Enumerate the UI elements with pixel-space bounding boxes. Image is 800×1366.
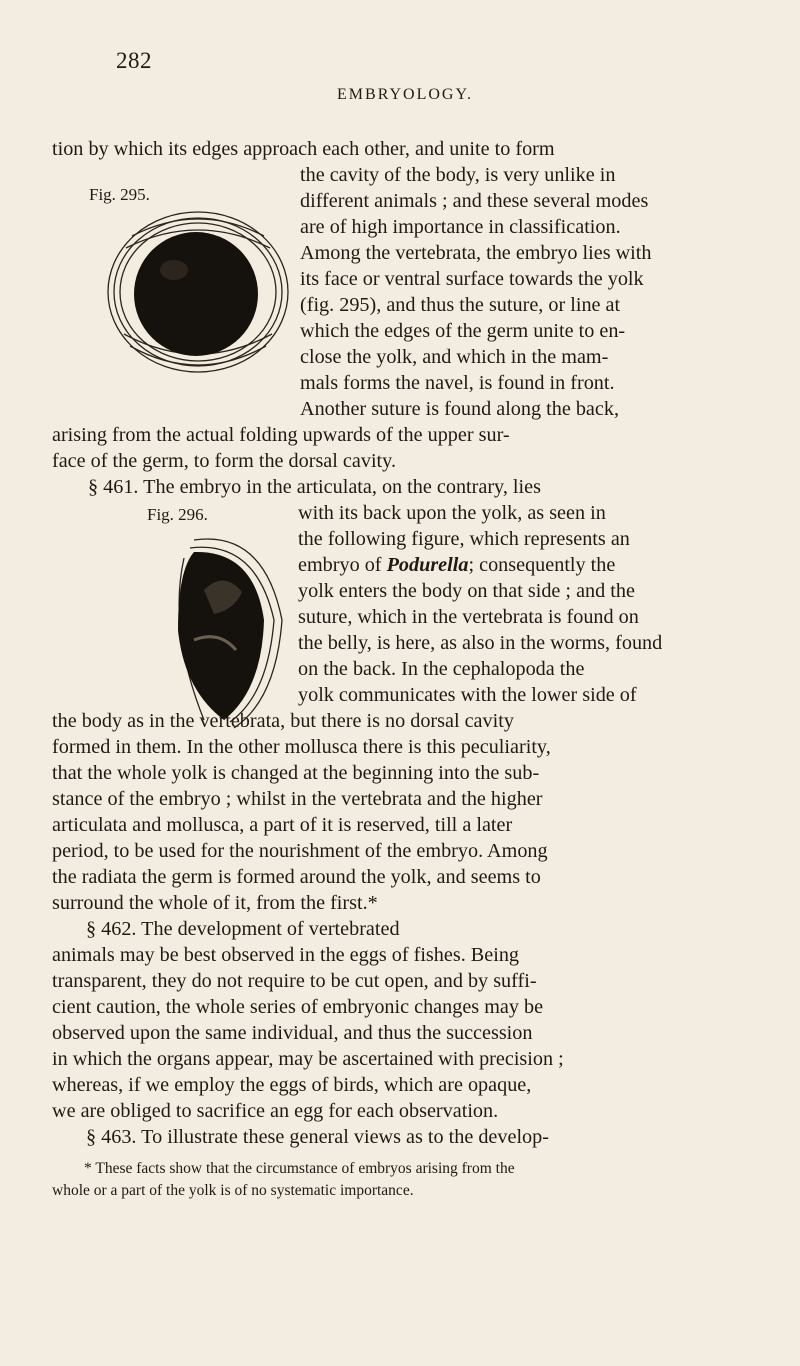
text-line-16: the following figure, which represents an bbox=[298, 528, 630, 550]
text-line-33: transparent, they do not require to be cut open, and by suffi- bbox=[52, 970, 537, 992]
text-line-12: arising from the actual folding upwards of the upper sur- bbox=[52, 424, 510, 446]
text-line-34: cient caution, the whole series of embryonic changes may be bbox=[52, 996, 544, 1018]
text-line-2: the cavity of the body, is very unlike in bbox=[300, 164, 616, 186]
text-line-17-start: embryo of bbox=[298, 554, 387, 576]
text-line-26: stance of the embryo ; whilst in the vertebrata and the higher bbox=[52, 788, 543, 810]
running-head: EMBRYOLOGY. bbox=[337, 86, 473, 103]
text-line-27: articulata and mollusca, a part of it is reserved, till a later bbox=[52, 814, 513, 836]
text-line-14: § 461. The embryo in the articulata, on the contrary, lies bbox=[88, 476, 541, 498]
footnote-line-1: * These facts show that the circumstance of embryos arising from the bbox=[84, 1160, 515, 1177]
text-line-5: Among the vertebrata, the embryo lies with bbox=[300, 242, 652, 264]
text-line-37: whereas, if we employ the eggs of birds, which are opaque, bbox=[52, 1074, 532, 1096]
text-line-4: are of high importance in classification. bbox=[300, 216, 621, 238]
italic-term-podurella: Podurella bbox=[386, 554, 469, 576]
text-line-29: the radiata the germ is formed around the yolk, and seems to bbox=[52, 866, 541, 888]
text-line-31: § 462. The development of vertebrated bbox=[86, 918, 400, 940]
text-line-32: animals may be best observed in the eggs of fishes. Being bbox=[52, 944, 520, 966]
text-line-9: close the yolk, and which in the mam- bbox=[300, 346, 609, 368]
text-line-7: (fig. 295), and thus the suture, or line at bbox=[300, 294, 621, 316]
text-line-28: period, to be used for the nourishment of the embryo. Among bbox=[52, 840, 548, 862]
text-line-20: the belly, is here, as also in the worms, found bbox=[298, 632, 663, 654]
text-line-39: § 463. To illustrate these general views as to the develop- bbox=[86, 1126, 549, 1148]
text-line-25: that the whole yolk is changed at the beginning into the sub- bbox=[52, 762, 540, 784]
figure-296-illustration bbox=[164, 530, 286, 730]
page-number: 282 bbox=[116, 48, 152, 73]
text-line-19: suture, which in the vertebrata is found on bbox=[298, 606, 639, 628]
figure-296-label: Fig. 296. bbox=[147, 505, 208, 524]
figure-295-label: Fig. 295. bbox=[89, 185, 150, 204]
text-line-35: observed upon the same individual, and thus the succession bbox=[52, 1022, 533, 1044]
text-line-3: different animals ; and these several modes bbox=[300, 190, 649, 212]
text-line-18: yolk enters the body on that side ; and the bbox=[298, 580, 635, 602]
figure-295-illustration bbox=[104, 206, 296, 384]
text-line-13: face of the germ, to form the dorsal cavity. bbox=[52, 450, 396, 472]
text-line-11: Another suture is found along the back, bbox=[300, 398, 619, 420]
text-line-23: the body as in the vertebrata, but there is no dorsal cavity bbox=[52, 710, 514, 732]
text-line-21: on the back. In the cephalopoda the bbox=[298, 658, 585, 680]
text-line-1: tion by which its edges approach each other, and unite to form bbox=[52, 138, 555, 160]
text-line-24: formed in them. In the other mollusca there is this peculiarity, bbox=[52, 736, 551, 758]
text-line-8: which the edges of the germ unite to en- bbox=[300, 320, 626, 342]
text-line-17-tail: ; consequently the bbox=[468, 554, 616, 576]
text-line-10: mals forms the navel, is found in front. bbox=[300, 372, 615, 394]
text-line-17 bbox=[298, 552, 615, 578]
footnote-line-2: whole or a part of the yolk is of no systematic importance. bbox=[52, 1182, 414, 1199]
text-line-15: with its back upon the yolk, as seen in bbox=[298, 502, 606, 524]
text-line-22: yolk communicates with the lower side of bbox=[298, 684, 637, 706]
text-line-38: we are obliged to sacrifice an egg for each observation. bbox=[52, 1100, 499, 1122]
text-line-36: in which the organs appear, may be ascertained with precision ; bbox=[52, 1048, 564, 1070]
text-line-6: its face or ventral surface towards the yolk bbox=[300, 268, 644, 290]
text-line-30: surround the whole of it, from the first.* bbox=[52, 892, 378, 914]
